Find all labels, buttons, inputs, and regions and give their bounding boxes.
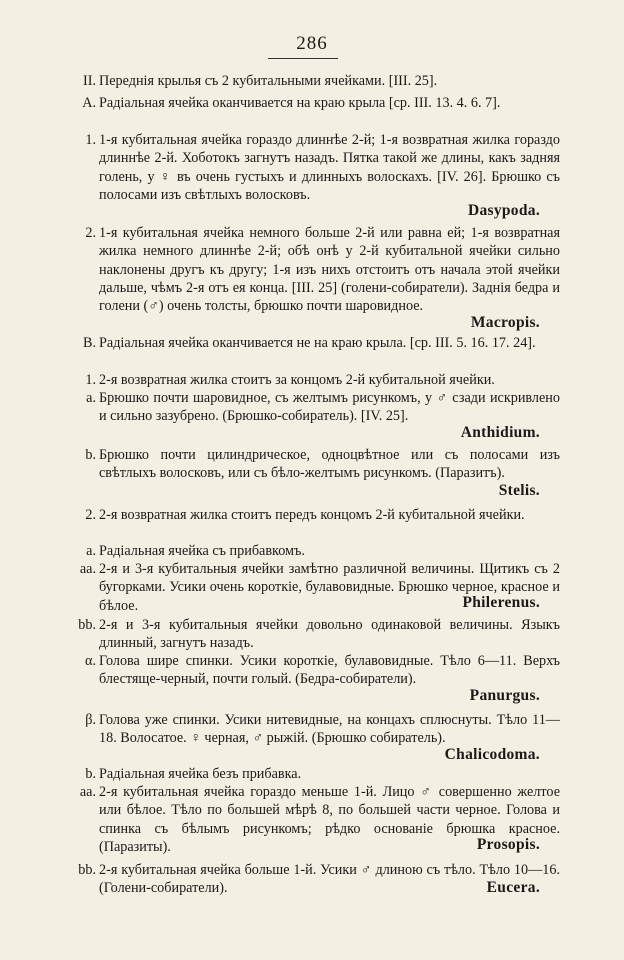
entry-text: Брюшко почти цилиндрическое, одноцвѣтное или съ полосами изъ свѣтлыхъ волосковъ, или съ бѣло-желтымъ рисункомъ. (Паразитъ). <box>99 447 560 482</box>
entry-marker: b. <box>85 766 96 782</box>
key-entry <box>66 616 560 653</box>
entry-marker: bb. <box>78 617 96 633</box>
key-entry <box>66 371 560 389</box>
key-entry <box>66 542 560 560</box>
genus-name: Chalicodoma. <box>444 746 540 763</box>
entry-text: 2-я кубитальная ячейка больше 1-й. Усики ♂ длиною съ тѣло. Тѣло 10—16. (Голени-собиратели). <box>99 862 560 897</box>
entry-marker: α. <box>85 653 96 669</box>
genus-name: Panurgus. <box>469 687 540 704</box>
key-entry <box>66 72 560 90</box>
genus-name: Anthidium. <box>460 424 540 441</box>
page-rule <box>268 58 338 59</box>
entry-marker: A. <box>82 95 96 111</box>
genus-name: Macropis. <box>470 314 540 331</box>
entry-text: Радіальная ячейка безъ прибавка. <box>99 766 302 782</box>
genus-name: Philerenus. <box>462 594 540 611</box>
entry-marker: aa. <box>79 561 96 577</box>
entry-text: Брюшко почти шаровидное, съ желтымъ рисункомъ, у ♂ сзади искривлено и сильно зазубрено. (Брюшко-собиратель). [IV. 25]. <box>99 390 560 425</box>
key-entry <box>66 765 560 783</box>
entry-marker: II. <box>83 73 96 89</box>
entry-text: Голова уже спинки. Усики нитевидные, на концахъ сплюснуты. Тѣло 11—18. Волосатое. ♀ черная, ♂ рыжій. (Брюшко собиратель). <box>99 712 560 747</box>
entry-text: Переднія крылья съ 2 кубитальными ячейками. [III. 25]. <box>99 73 438 89</box>
entry-marker: 1. <box>85 132 96 148</box>
entry-marker: bb. <box>78 862 96 878</box>
entry-marker: aa. <box>79 784 96 800</box>
key-entry <box>66 334 560 352</box>
key-entry <box>66 652 560 689</box>
key-entry <box>66 389 560 426</box>
entry-text: 2-я кубитальная ячейка гораздо меньше 1-й. Лицо ♂ совершенно желтое или бѣлое. Тѣло по большей мѣрѣ 8, по большей части черное. Голова и спинка съ бѣлымъ рисункомъ; рѣдко основаніе брюшка красное. (Паразиты). <box>99 784 560 855</box>
key-entry <box>66 224 560 315</box>
entry-text: Радіальная ячейка съ прибавкомъ. <box>99 543 305 559</box>
entry-text: 2-я и 3-я кубитальныя ячейки замѣтно различной величины. Щитикъ съ 2 бугорками. Усики очень короткіе, булавовидные. Брюшко черное, красное и бѣлое. <box>99 561 560 614</box>
key-entry <box>66 446 560 483</box>
entry-text: 2-я возвратная жилка стоитъ передъ концомъ 2-й кубитальной ячейки. <box>99 507 525 523</box>
entry-marker: 2. <box>85 225 96 241</box>
entry-marker: 2. <box>85 507 96 523</box>
entry-text: Голова шире спинки. Усики короткіе, булавовидные. Тѣло 6—11. Верхъ блестяще-черный, почти голый. (Бедра-собиратели). <box>99 653 560 688</box>
entry-marker: a. <box>86 543 96 559</box>
entry-marker: β. <box>85 712 96 728</box>
key-entry <box>66 711 560 748</box>
entry-text: 2-я возвратная жилка стоитъ за концомъ 2-й кубитальной ячейки. <box>99 372 495 388</box>
key-entry <box>66 131 560 204</box>
key-entry <box>66 506 560 524</box>
entry-text: Радіальная ячейка оканчивается на краю крыла [ср. III. 13. 4. 6. 7]. <box>99 95 501 111</box>
genus-name: Eucera. <box>486 879 540 896</box>
entry-marker: B. <box>82 335 96 351</box>
genus-name: Dasypoda. <box>467 202 540 219</box>
entry-marker: 1. <box>85 372 96 388</box>
key-entry <box>66 94 560 112</box>
genus-name: Stelis. <box>498 482 540 499</box>
entry-text: 1-я кубитальная ячейка немного больше 2-й или равна ей; 1-я возвратная жилка немного длиннѣе 2-й; обѣ онѣ у 2-й кубитальной ячейки сильно наклонены другъ къ другу; 1-я изъ нихъ отстоитъ отъ начала этой ячейки дальше, чѣмъ 2-я отъ ея конца. [III. 25] (голени-собиратели). Заднія бедра и голени (♂) очень толсты, брюшко почти шаровидное. <box>99 225 560 315</box>
entry-marker: a. <box>86 390 96 406</box>
genus-name: Prosopis. <box>476 836 540 853</box>
entry-text: 2-я и 3-я кубитальныя ячейки довольно одинаковой величины. Языкъ длинный, загнутъ назадъ. <box>99 617 560 652</box>
entry-marker: b. <box>85 447 96 463</box>
page-number: 286 <box>296 33 328 54</box>
entry-text: 1-я кубитальная ячейка гораздо длиннѣе 2-й; 1-я возвратная жилка гораздо длиннѣе 2-й. Хоботокъ загнутъ назадъ. Пятка такой же длины, какъ задняя голень, у ♀ въ очень густыхъ и длинныхъ волоскахъ. [IV. 26]. Брюшко съ полосами изъ свѣтлыхъ волосковъ. <box>99 132 560 203</box>
entry-text: Радіальная ячейка оканчивается не на краю крыла. [ср. III. 5. 16. 17. 24]. <box>99 335 536 351</box>
